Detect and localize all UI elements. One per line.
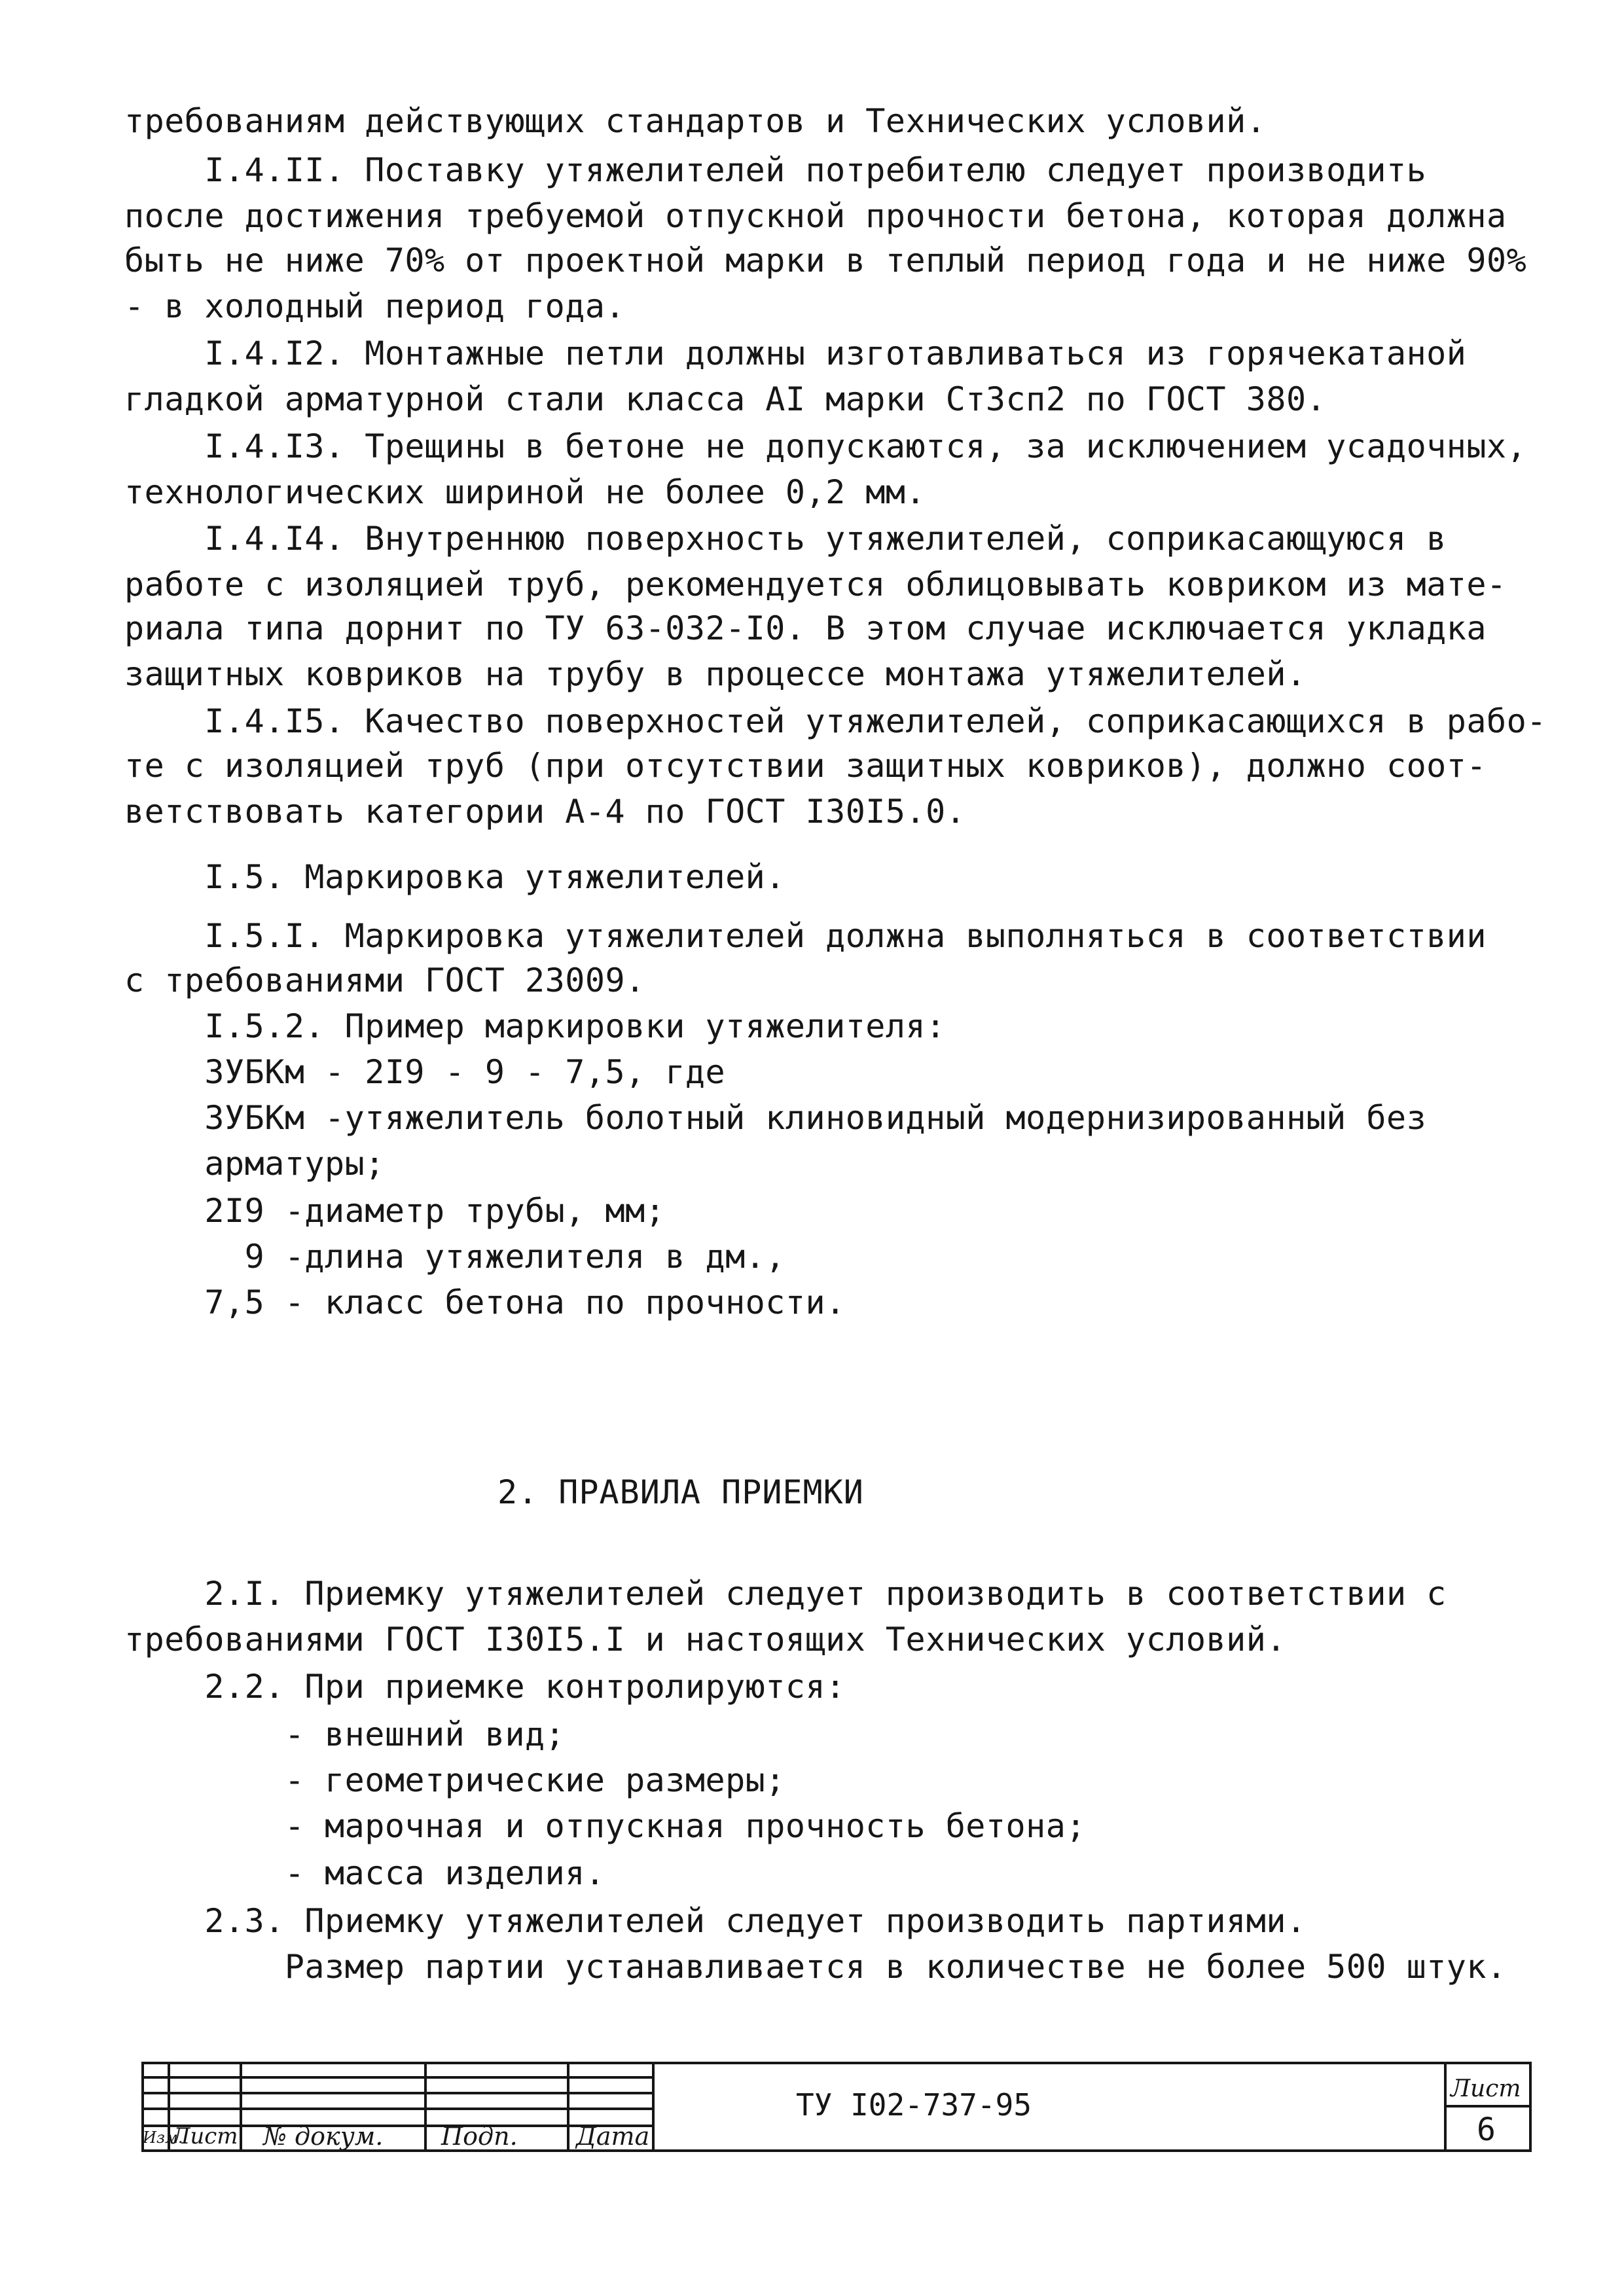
sheet-number: 6 (1477, 2111, 1496, 2148)
body-line: ЗУБКм -утяжелитель болотный клиновидный модернизированный без (124, 1099, 1427, 1137)
col-sheet-label: Лист (171, 2123, 238, 2149)
body-line: риала типа дорнит по ТУ 63-032-I0. В этом случае исключается укладка (124, 609, 1487, 647)
body-line: I.5.I. Маркировка утяжелителей должна выполняться в соответствии (124, 917, 1487, 955)
section-line: - марочная и отпускная прочность бетона; (124, 1807, 1086, 1845)
body-line: ЗУБКм - 2I9 - 9 - 7,5, где (124, 1053, 726, 1091)
body-line: работе с изоляцией труб, рекомендуется облицовывать ковриком из мате- (124, 565, 1507, 603)
body-line: технологических шириной не более 0,2 мм. (124, 473, 926, 511)
body-line: I.4.I5. Качество поверхностей утяжелителей, соприкасающихся в рабо- (124, 702, 1547, 740)
title-block (141, 2062, 1532, 2152)
body-line: те с изоляцией труб (при отсутствии защитных ковриков), должно соот- (124, 747, 1487, 785)
sheet-label: Лист (1451, 2075, 1521, 2102)
section-line: 2.I. Приемку утяжелителей следует производить в соответствии с (124, 1575, 1447, 1613)
body-line: I.4.I2. Монтажные петли должны изготавливаться из горячекатаной (124, 334, 1467, 372)
col-sign-label: Подп. (441, 2122, 518, 2151)
col-date-label: Дата (576, 2122, 650, 2151)
section-line: - внешний вид; (124, 1715, 566, 1753)
body-line: быть не ниже 70% от проектной марки в теплый период года и не ниже 90% (124, 242, 1527, 279)
section-heading: 2. ПРАВИЛА ПРИЕМКИ (497, 1473, 864, 1511)
body-line: 2I9 -диаметр трубы, мм; (124, 1192, 666, 1230)
col-change-label: Изм. (143, 2128, 183, 2147)
body-line: ветствовать категории А-4 по ГОСТ I30I5.0. (124, 793, 966, 831)
body-line: после достижения требуемой отпускной прочности бетона, которая должна (124, 197, 1507, 235)
body-line: с требованиями ГОСТ 23009. (124, 961, 645, 999)
body-line: I.5.2. Пример маркировки утяжелителя: (124, 1007, 946, 1045)
body-line: 9 -длина утяжелителя в дм., (124, 1238, 785, 1276)
section-line: требованиями ГОСТ I30I5.I и настоящих Технических условий. (124, 1621, 1286, 1659)
body-line: - в холодный период года. (124, 287, 626, 325)
col-doc-label: № докум. (263, 2122, 384, 2151)
document-designation: ТУ I02-737-95 (796, 2087, 1032, 2123)
section-line: 2.2. При приемке контролируются: (124, 1668, 846, 1706)
section-line: - геометрические размеры; (124, 1761, 785, 1799)
section-line: 2.3. Приемку утяжелителей следует производить партиями. (124, 1902, 1307, 1940)
body-line: I.5. Маркировка утяжелителей. (124, 858, 785, 896)
body-line: I.4.II. Поставку утяжелителей потребителю следует производить (124, 151, 1427, 189)
section-line: Размер партии устанавливается в количестве не более 500 штук. (124, 1948, 1507, 1986)
body-line: гладкой арматурной стали класса AI марки Ст3сп2 по ГОСТ 380. (124, 380, 1327, 418)
body-line: I.4.I3. Трещины в бетоне не допускаются, за исключением усадочных, (124, 427, 1527, 465)
body-line: защитных ковриков на трубу в процессе монтажа утяжелителей. (124, 655, 1307, 693)
body-line: 7,5 - класс бетона по прочности. (124, 1283, 846, 1321)
body-line: требованиям действующих стандартов и Технических условий. (124, 102, 1267, 140)
body-line: I.4.I4. Внутреннюю поверхность утяжелителей, соприкасающуюся в (124, 520, 1447, 558)
body-line: арматуры; (124, 1145, 385, 1183)
section-line: - масса изделия. (124, 1854, 605, 1892)
